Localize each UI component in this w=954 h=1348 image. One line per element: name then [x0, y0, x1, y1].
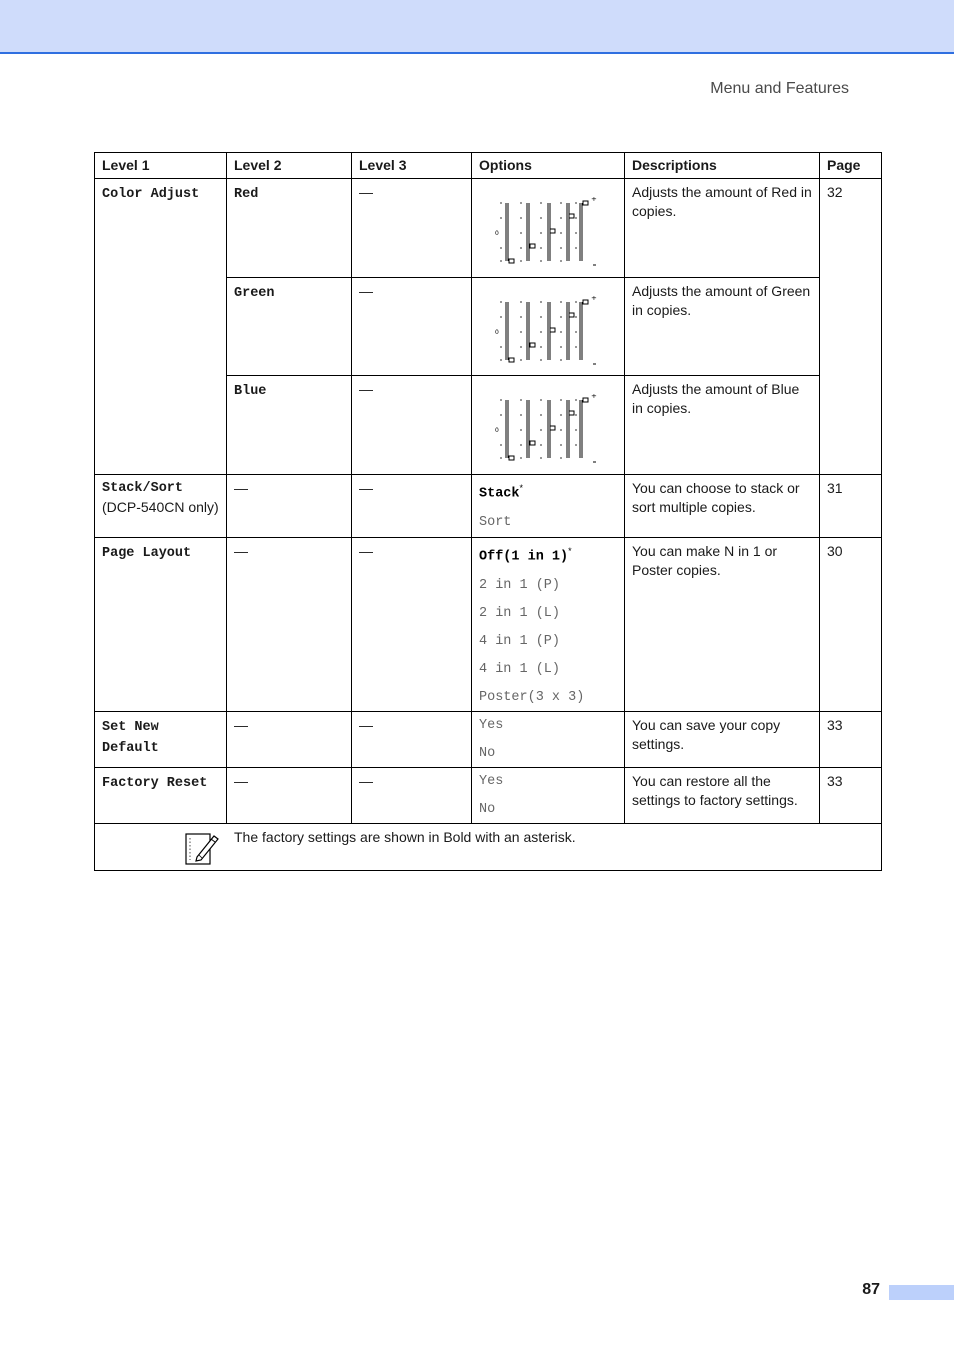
level3-cell	[352, 376, 472, 475]
option: No	[479, 801, 496, 817]
level2-dash: —	[234, 543, 248, 559]
level1-label: Factory Reset	[102, 775, 208, 791]
level3-dash: —	[359, 283, 373, 299]
table-row	[95, 711, 882, 767]
level3-dash: —	[359, 716, 373, 733]
option: 2 in 1 (P)	[479, 577, 561, 593]
options-cell	[472, 376, 625, 475]
level1-label: Set New Default	[102, 719, 159, 756]
level2-cell	[227, 711, 352, 767]
option-label: Stack	[479, 486, 520, 502]
option: Sort	[479, 514, 512, 530]
description-cell: You can choose to stack or sort multiple copies.	[625, 475, 820, 538]
page-cell: 30	[820, 538, 882, 712]
col-header-page: Page	[820, 153, 882, 179]
note-row	[95, 823, 882, 870]
option: No	[479, 745, 496, 761]
pencil-note-icon	[184, 830, 220, 866]
page-cell: 32	[820, 179, 882, 475]
level3-dash: —	[359, 543, 373, 559]
option-default	[479, 542, 618, 567]
table-header-row	[95, 153, 882, 179]
col-header-descriptions: Descriptions	[625, 153, 820, 179]
level2-green	[227, 278, 352, 376]
settings-table	[94, 152, 882, 871]
slider-plus-label: +	[591, 394, 597, 400]
level1-label: Color Adjust	[102, 187, 200, 202]
level1-factory-reset	[95, 767, 227, 823]
page-cell: 33	[820, 767, 882, 823]
option-default	[479, 479, 618, 504]
table-row	[95, 767, 882, 823]
level2-cell	[227, 475, 352, 538]
options-cell	[472, 767, 625, 823]
table-row	[95, 179, 882, 278]
color-level-slider-icon	[495, 197, 599, 269]
level3-dash: —	[359, 381, 373, 397]
level2-label: Red	[234, 187, 259, 202]
level3-cell	[352, 711, 472, 767]
level1-color-adjust	[95, 179, 227, 475]
description-cell: Adjusts the amount of Green in copies.	[625, 278, 820, 376]
level2-cell	[227, 538, 352, 712]
option: Yes	[479, 717, 504, 733]
options-cell	[472, 179, 625, 278]
slider-zero-label: 0	[495, 427, 499, 434]
level2-cell	[227, 767, 352, 823]
page-number: 87	[862, 1281, 880, 1298]
level2-label: Green	[234, 286, 275, 301]
level2-blue	[227, 376, 352, 475]
note-text: The factory settings are shown in Bold with an asterisk.	[234, 828, 576, 845]
level3-dash: —	[359, 480, 373, 496]
level3-cell	[352, 475, 472, 538]
col-header-options: Options	[472, 153, 625, 179]
table-row	[95, 538, 882, 712]
level1-label: Page Layout	[102, 546, 192, 561]
option-label: Off(1 in 1)	[479, 549, 569, 565]
level1-stack-sort	[95, 475, 227, 538]
option: 4 in 1 (L)	[479, 661, 561, 677]
slider-zero-label: 0	[495, 230, 499, 237]
option: Yes	[479, 773, 504, 789]
option: 2 in 1 (L)	[479, 605, 561, 621]
level2-red	[227, 179, 352, 278]
table-row	[95, 475, 882, 538]
note-cell	[95, 823, 882, 870]
level2-dash: —	[234, 716, 248, 733]
level1-page-layout	[95, 538, 227, 712]
description-cell: Adjusts the amount of Blue in copies.	[625, 376, 820, 475]
options-cell	[472, 278, 625, 376]
level3-cell	[352, 538, 472, 712]
color-level-slider-icon	[495, 296, 599, 368]
page-tab-marker	[889, 1285, 954, 1300]
level1-label: Stack/Sort	[102, 481, 184, 496]
description-cell: You can make N in 1 or Poster copies.	[625, 538, 820, 712]
col-header-level3: Level 3	[352, 153, 472, 179]
slider-plus-label: +	[591, 197, 597, 203]
option: 4 in 1 (P)	[479, 633, 561, 649]
level1-model-note: (DCP-540CN only)	[102, 499, 219, 515]
options-cell	[472, 711, 625, 767]
level3-dash: —	[359, 772, 373, 789]
level2-label: Blue	[234, 384, 267, 399]
section-title: Menu and Features	[710, 80, 849, 97]
col-header-level2: Level 2	[227, 153, 352, 179]
header-band	[0, 0, 954, 54]
description-cell: Adjusts the amount of Red in copies.	[625, 179, 820, 278]
option: Poster(3 x 3)	[479, 689, 585, 705]
col-header-level1: Level 1	[95, 153, 227, 179]
level3-cell	[352, 278, 472, 376]
description-cell: You can restore all the settings to factory settings.	[625, 767, 820, 823]
level1-set-new-default	[95, 711, 227, 767]
slider-zero-label: 0	[495, 329, 499, 336]
level2-dash: —	[234, 480, 248, 496]
page-cell: 33	[820, 711, 882, 767]
slider-plus-label: +	[591, 296, 597, 302]
default-asterisk: *	[519, 483, 524, 493]
level2-dash: —	[234, 772, 248, 789]
level3-cell	[352, 179, 472, 278]
page-cell: 31	[820, 475, 882, 538]
level3-cell	[352, 767, 472, 823]
color-level-slider-icon	[495, 394, 599, 466]
default-asterisk: *	[568, 546, 572, 556]
options-cell	[472, 538, 625, 712]
level3-dash: —	[359, 184, 373, 200]
options-cell	[472, 475, 625, 538]
description-cell: You can save your copy settings.	[625, 711, 820, 767]
